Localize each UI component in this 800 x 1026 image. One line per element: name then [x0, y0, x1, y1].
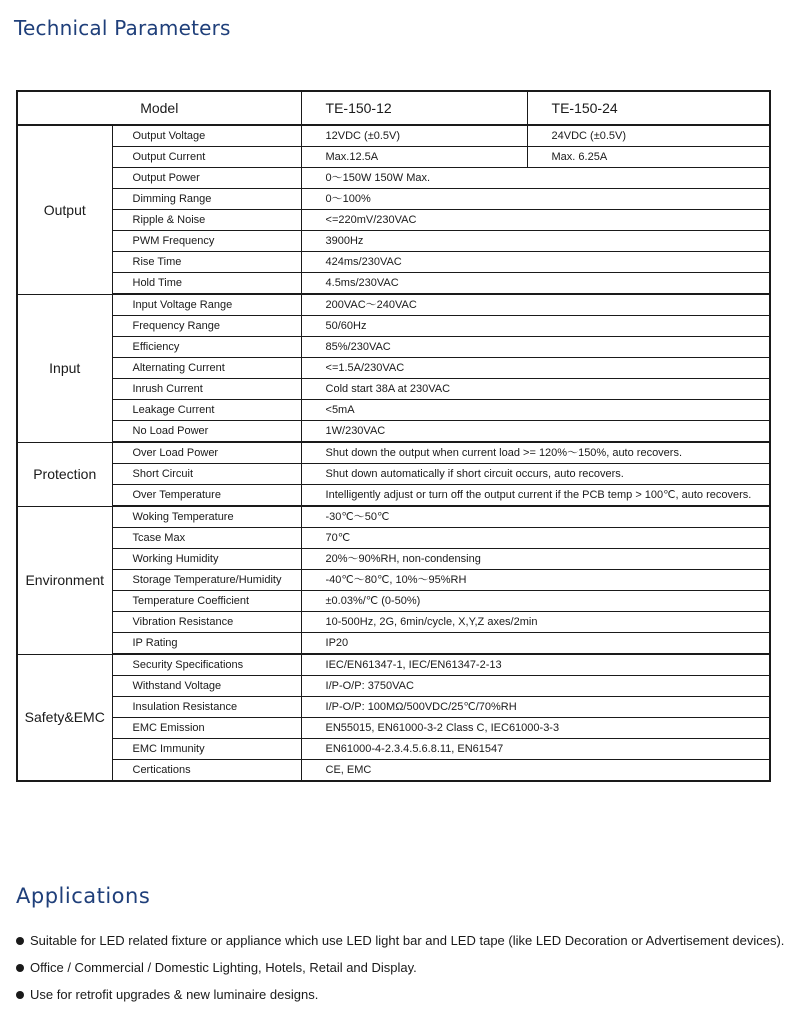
parameter-value: 200VAC～240VAC [301, 294, 770, 316]
parameter-value: 3900Hz [301, 231, 770, 252]
parameter-name: Tcase Max [112, 528, 301, 549]
parameter-value-te-150-12: Max.12.5A [301, 147, 527, 168]
table-row [17, 676, 770, 697]
table-header-row [17, 91, 770, 125]
parameter-value: 10-500Hz, 2G, 6min/cycle, X,Y,Z axes/2min [301, 612, 770, 633]
table-row [17, 210, 770, 231]
parameter-value: 85%/230VAC [301, 337, 770, 358]
parameter-name: EMC Immunity [112, 739, 301, 760]
parameter-name: Withstand Voltage [112, 676, 301, 697]
table-row [17, 125, 770, 147]
bullet-icon [16, 991, 24, 999]
table-row [17, 760, 770, 782]
parameter-value: IEC/EN61347-1, IEC/EN61347-2-13 [301, 654, 770, 676]
table-row [17, 421, 770, 443]
table-row [17, 442, 770, 464]
parameter-name: Inrush Current [112, 379, 301, 400]
parameter-value: ±0.03%/℃ (0-50%) [301, 591, 770, 612]
parameter-name: Efficiency [112, 337, 301, 358]
group-label: Protection [17, 442, 112, 506]
parameter-name: Leakage Current [112, 400, 301, 421]
parameter-name: Output Power [112, 168, 301, 189]
table-row [17, 337, 770, 358]
parameter-name: IP Rating [112, 633, 301, 655]
parameter-name: Insulation Resistance [112, 697, 301, 718]
table-row [17, 168, 770, 189]
table-row [17, 528, 770, 549]
table-row [17, 591, 770, 612]
parameter-value: Shut down automatically if short circuit occurs, auto recovers. [301, 464, 770, 485]
parameter-name: Temperature Coefficient [112, 591, 301, 612]
model-te-150-12-header: TE-150-12 [301, 91, 527, 125]
group-label: Safety&EMC [17, 654, 112, 781]
parameter-name: Frequency Range [112, 316, 301, 337]
parameter-value: 50/60Hz [301, 316, 770, 337]
parameter-name: PWM Frequency [112, 231, 301, 252]
table-row [17, 231, 770, 252]
technical-parameters-heading: Technical Parameters [14, 16, 231, 40]
parameter-value: <=220mV/230VAC [301, 210, 770, 231]
application-text: Office / Commercial / Domestic Lighting, Hotels, Retail and Display. [30, 960, 417, 975]
parameter-value: 424ms/230VAC [301, 252, 770, 273]
table-row [17, 718, 770, 739]
bullet-icon [16, 937, 24, 945]
list-item [16, 985, 784, 1012]
parameter-name: Over Temperature [112, 485, 301, 507]
parameter-name: Working Humidity [112, 549, 301, 570]
parameter-name: Ripple & Noise [112, 210, 301, 231]
applications-list [16, 931, 784, 1012]
table-row [17, 549, 770, 570]
table-row [17, 379, 770, 400]
table-row [17, 654, 770, 676]
table-row [17, 252, 770, 273]
bullet-icon [16, 964, 24, 972]
group-label: Input [17, 294, 112, 442]
table-row [17, 697, 770, 718]
parameter-name: Alternating Current [112, 358, 301, 379]
model-te-150-24-header: TE-150-24 [527, 91, 770, 125]
table-row [17, 633, 770, 655]
application-text: Use for retrofit upgrades & new luminaire designs. [30, 987, 319, 1002]
table-row [17, 485, 770, 507]
parameter-value: 4.5ms/230VAC [301, 273, 770, 295]
table-row [17, 273, 770, 295]
table-row [17, 464, 770, 485]
parameter-name: Certications [112, 760, 301, 782]
parameter-name: EMC Emission [112, 718, 301, 739]
parameter-name: Storage Temperature/Humidity [112, 570, 301, 591]
parameter-value: I/P-O/P: 100MΩ/500VDC/25℃/70%RH [301, 697, 770, 718]
parameter-name: Input Voltage Range [112, 294, 301, 316]
parameter-value: <=1.5A/230VAC [301, 358, 770, 379]
applications-heading: Applications [16, 884, 151, 908]
parameter-value: Intelligently adjust or turn off the output current if the PCB temp > 100℃, auto recovers. [301, 485, 770, 507]
parameter-name: Dimming Range [112, 189, 301, 210]
table-row [17, 506, 770, 528]
parameter-value: 0～100% [301, 189, 770, 210]
parameter-value-te-150-12: 12VDC (±0.5V) [301, 125, 527, 147]
table-row [17, 294, 770, 316]
parameter-value: CE, EMC [301, 760, 770, 782]
table-row [17, 189, 770, 210]
parameter-value: IP20 [301, 633, 770, 655]
parameter-value: 1W/230VAC [301, 421, 770, 443]
parameter-value: -40℃～80℃, 10%～95%RH [301, 570, 770, 591]
table-row [17, 147, 770, 168]
parameter-value: Cold start 38A at 230VAC [301, 379, 770, 400]
table-row [17, 400, 770, 421]
parameter-value-te-150-24: Max. 6.25A [527, 147, 770, 168]
parameter-name: Woking Temperature [112, 506, 301, 528]
parameter-value: EN55015, EN61000-3-2 Class C, IEC61000-3-3 [301, 718, 770, 739]
parameter-value: EN61000-4-2.3.4.5.6.8.11, EN61547 [301, 739, 770, 760]
list-item [16, 958, 784, 985]
group-label: Environment [17, 506, 112, 654]
parameter-value: Shut down the output when current load >= 120%～150%, auto recovers. [301, 442, 770, 464]
table-row [17, 739, 770, 760]
parameter-name: Hold Time [112, 273, 301, 295]
parameter-name: Output Current [112, 147, 301, 168]
parameter-name: Output Voltage [112, 125, 301, 147]
model-header: Model [17, 91, 301, 125]
parameter-value: -30℃～50℃ [301, 506, 770, 528]
parameter-name: Short Circuit [112, 464, 301, 485]
spec-table-body [17, 91, 770, 781]
parameter-name: Rise Time [112, 252, 301, 273]
parameter-value: 70℃ [301, 528, 770, 549]
table-row [17, 316, 770, 337]
application-text: Suitable for LED related fixture or appliance which use LED light bar and LED tape (like LED Decoration or Advertisement devices). [30, 933, 785, 948]
table-row [17, 570, 770, 591]
parameter-value-te-150-24: 24VDC (±0.5V) [527, 125, 770, 147]
spec-table [16, 90, 771, 782]
parameter-name: Vibration Resistance [112, 612, 301, 633]
parameter-value: 20%～90%RH, non-condensing [301, 549, 770, 570]
parameter-value: I/P-O/P: 3750VAC [301, 676, 770, 697]
parameter-value: 0～150W 150W Max. [301, 168, 770, 189]
parameter-name: Over Load Power [112, 442, 301, 464]
list-item [16, 931, 784, 958]
parameter-value: <5mA [301, 400, 770, 421]
table-row [17, 358, 770, 379]
group-label: Output [17, 125, 112, 294]
parameter-name: No Load Power [112, 421, 301, 443]
table-row [17, 612, 770, 633]
parameter-name: Security Specifications [112, 654, 301, 676]
